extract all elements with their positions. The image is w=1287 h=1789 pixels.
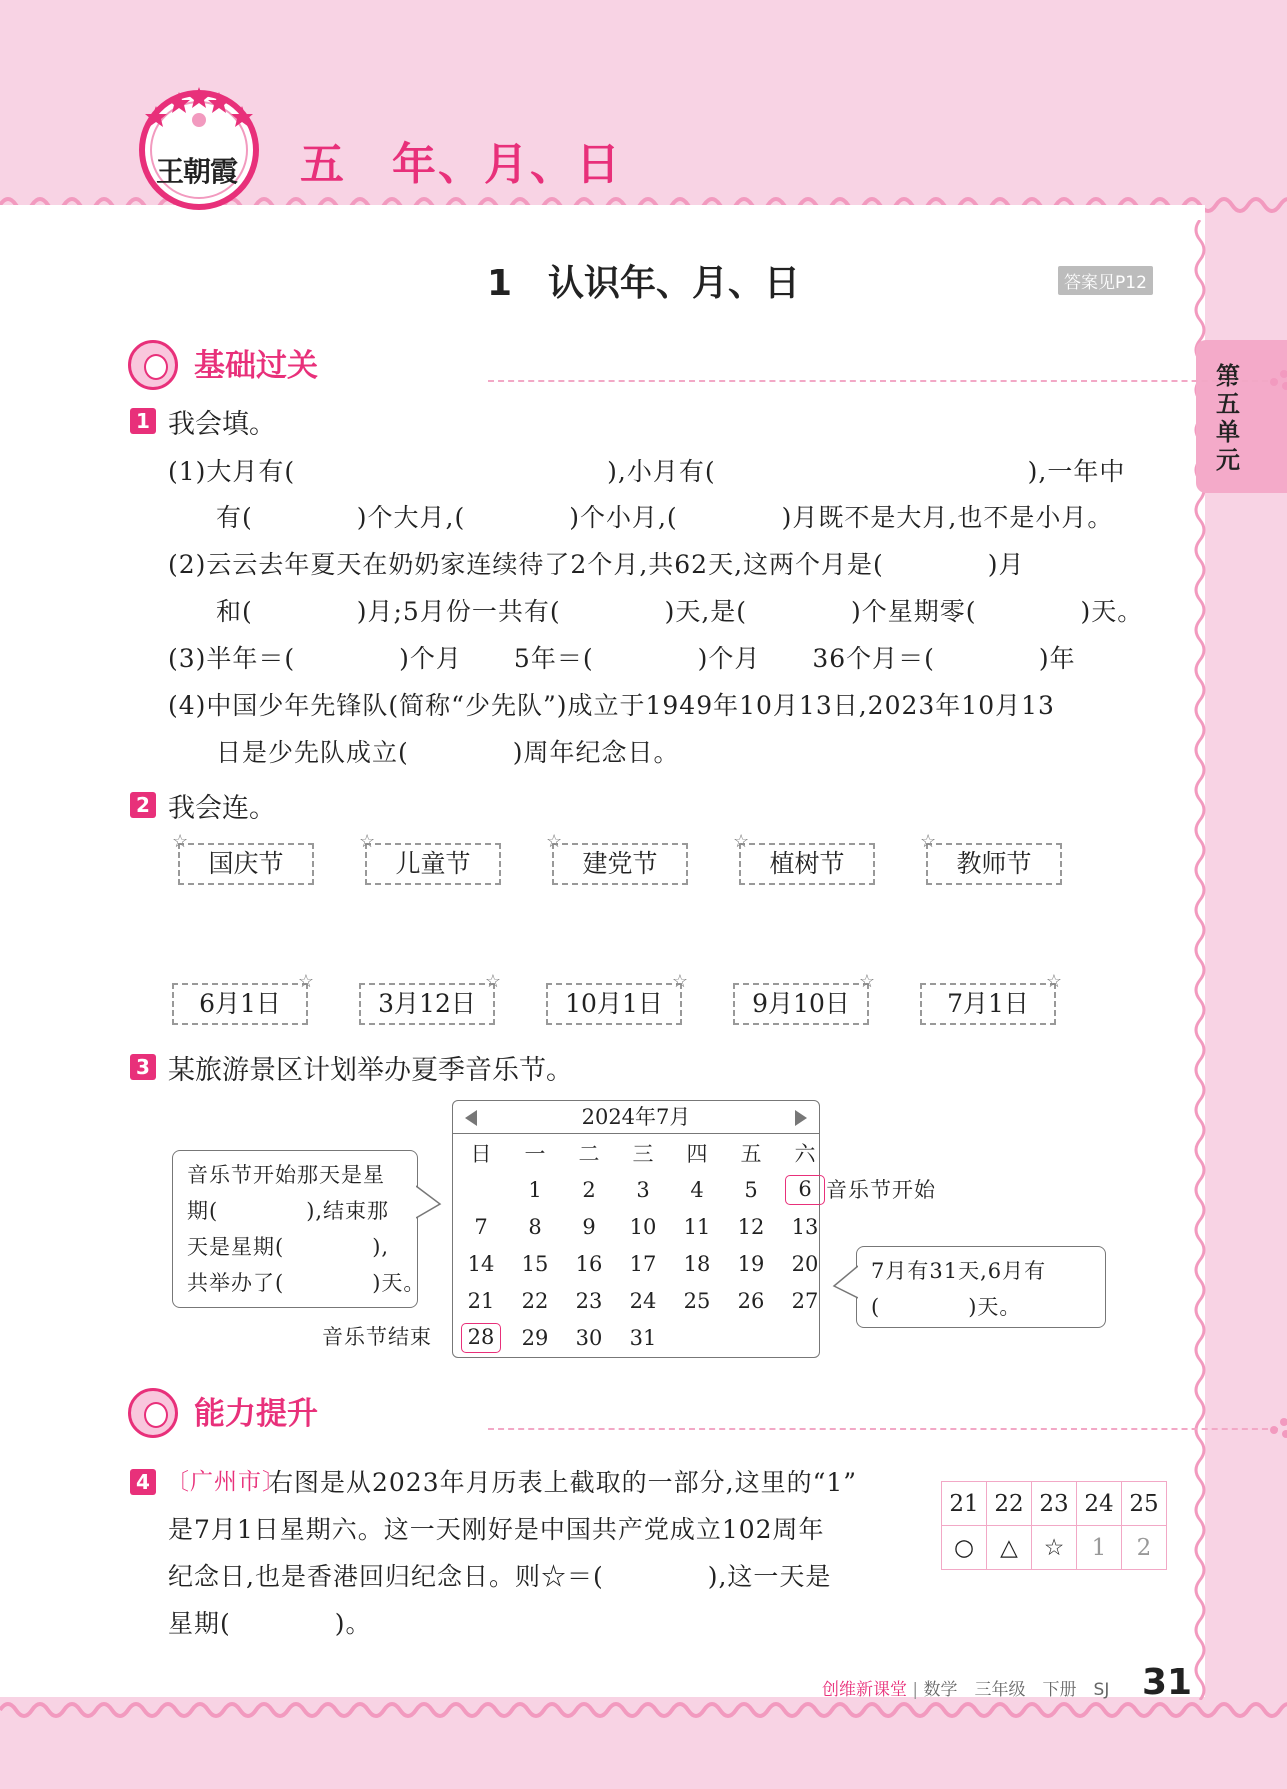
calendar-day: 6 [785, 1175, 825, 1205]
calendar-weekday-header: 一 [524, 1142, 546, 1166]
calendar-day: 11 [683, 1215, 711, 1239]
calendar-day: 29 [521, 1326, 549, 1350]
calendar-day: 15 [521, 1252, 549, 1276]
page-number: 31 [1142, 1662, 1193, 1703]
table-cell: 22 [987, 1482, 1032, 1526]
unit-header: 五 年、月、日 [300, 139, 622, 190]
festival-card[interactable]: ☆ 儿童节 [365, 843, 501, 885]
left-bubble-line: 期( ),结束那 [187, 1199, 390, 1223]
footer-info: 数学 三年级 下册 SJ [923, 1680, 1110, 1700]
festival-label: 教师节 [956, 849, 1032, 878]
festival-card[interactable]: ☆ 教师节 [926, 843, 1062, 885]
q4-line-3: 纪念日,也是香港回归纪念日。则☆＝( ),这一天是 [168, 1562, 832, 1591]
answer-reference-badge: 答案见P12 [1058, 266, 1153, 295]
calendar-day: 12 [737, 1215, 765, 1239]
calendar-day: 24 [629, 1289, 657, 1313]
unit-side-tab-label: 第五单元 [1216, 362, 1240, 474]
calendar-day: 26 [737, 1289, 765, 1313]
section-basic-title: 基础过关 [194, 348, 318, 384]
calendar-july-2024 [452, 1100, 820, 1358]
calendar-day: 7 [474, 1215, 488, 1239]
calendar-weekday-header: 三 [632, 1142, 654, 1166]
question-1-title: 我会填。 [168, 409, 276, 440]
lesson-title: 1 认识年、月、日 [486, 263, 801, 304]
date-label: 6月1日 [199, 989, 281, 1018]
calendar-weekday-header: 六 [794, 1142, 816, 1166]
section-advanced-header [128, 1382, 1168, 1442]
table-cell: 24 [1077, 1482, 1122, 1526]
calendar-day: 2 [582, 1178, 596, 1202]
date-card[interactable]: ☆ 3月12日 [359, 983, 495, 1025]
calendar-day: 14 [467, 1252, 495, 1276]
footer-brand: 创维新课堂 [822, 1680, 907, 1700]
calendar-day: 28 [461, 1323, 501, 1353]
calendar-day: 9 [582, 1215, 596, 1239]
calendar-day: 1 [528, 1178, 542, 1202]
calendar-day: 25 [683, 1289, 711, 1313]
q4-line-1: 右图是从2023年月历表上截取的一部分,这里的“1” [268, 1468, 858, 1497]
table-cell: 1 [1077, 1526, 1122, 1570]
q1-line-5: (3)半年＝( )个月 5年＝( )个月 36个月＝( )年 [168, 644, 1076, 673]
festival-start-label: 音乐节开始 [826, 1178, 936, 1202]
date-card[interactable]: ☆ 6月1日 [172, 983, 308, 1025]
brand-logo-icon [136, 84, 262, 210]
calendar-day: 10 [629, 1215, 657, 1239]
calendar-day: 13 [791, 1215, 819, 1239]
question-2-number: 2 [130, 792, 156, 818]
logo-text: 王朝霞 [156, 155, 238, 188]
festival-end-label: 音乐节结束 [322, 1325, 432, 1349]
mascot-icon [128, 340, 178, 390]
calendar-day: 20 [791, 1252, 819, 1276]
mascot-icon [128, 1388, 178, 1438]
calendar-day: 30 [575, 1326, 603, 1350]
table-cell: △ [987, 1526, 1032, 1570]
table-cell: ☆ [1032, 1526, 1077, 1570]
festival-label: 植树节 [769, 849, 845, 878]
table-cell: 2 [1122, 1526, 1167, 1570]
left-speech-bubble [172, 1150, 426, 1308]
calendar-day: 19 [737, 1252, 765, 1276]
next-month-icon [795, 1110, 807, 1126]
calendar-weekday-header: 五 [740, 1142, 762, 1166]
date-label: 9月10日 [752, 989, 850, 1018]
calendar-day: 5 [744, 1178, 758, 1202]
calendar-day: 8 [528, 1215, 542, 1239]
table-cell: 23 [1032, 1482, 1077, 1526]
q1-line-6: (4)中国少年先锋队(简称“少先队”)成立于1949年10月13日,2023年10月13 [168, 691, 1055, 720]
date-label: 10月1日 [565, 989, 663, 1018]
prev-month-icon [465, 1110, 477, 1126]
q1-line-7: 日是少先队成立( )周年纪念日。 [216, 738, 680, 767]
calendar-weekday-header: 日 [470, 1142, 492, 1166]
table-cell: ○ [942, 1526, 987, 1570]
festival-card[interactable]: ☆ 植树节 [739, 843, 875, 885]
table-cell: 25 [1122, 1482, 1167, 1526]
q1-line-3: (2)云云去年夏天在奶奶家连续待了2个月,共62天,这两个月是( )月 [168, 550, 1025, 579]
section-basic-header [128, 334, 1168, 394]
question-4-source-tag: 〔广州市〕 [166, 1469, 286, 1495]
q1-line-1: (1)大月有( ),小月有( ),一年中 [168, 457, 1126, 486]
right-speech-bubble [856, 1246, 1106, 1328]
q1-line-2: 有( )个大月,( )个小月,( )月既不是大月,也不是小月。 [216, 503, 1114, 532]
date-label: 3月12日 [378, 989, 476, 1018]
calendar-day: 27 [791, 1289, 819, 1313]
date-card[interactable]: ☆ 7月1日 [920, 983, 1056, 1025]
question-3-number: 3 [130, 1054, 156, 1080]
question-3-title: 某旅游景区计划举办夏季音乐节。 [168, 1055, 573, 1086]
calendar-day: 23 [575, 1289, 603, 1313]
calendar-fragment-table [941, 1481, 1167, 1570]
left-bubble-line: 音乐节开始那天是星 [187, 1163, 385, 1187]
right-bubble-line: 7月有31天,6月有 [871, 1259, 1047, 1283]
footer: 创维新课堂 | 数学 三年级 下册 SJ [822, 1680, 1110, 1700]
q4-line-2: 是7月1日星期六。这一天刚好是中国共产党成立102周年 [168, 1515, 825, 1544]
calendar-day: 17 [629, 1252, 657, 1276]
calendar-weekday-header: 二 [578, 1142, 600, 1166]
q1-line-4: 和( )月;5月份一共有( )天,是( )个星期零( )天。 [216, 597, 1144, 626]
left-bubble-pointer [416, 1184, 442, 1220]
calendar-day: 22 [521, 1289, 549, 1313]
section-advanced-title: 能力提升 [194, 1396, 318, 1432]
right-bubble-pointer [832, 1264, 858, 1300]
unit-side-tab [1196, 340, 1287, 493]
left-bubble-line: 共举办了( )天。 [187, 1271, 426, 1295]
date-card[interactable]: ☆ 9月10日 [733, 983, 869, 1025]
calendar-day: 4 [690, 1178, 704, 1202]
calendar-month-title: 2024年7月 [581, 1105, 691, 1129]
festival-card[interactable]: ☆ 国庆节 [178, 843, 314, 885]
question-1-number: 1 [130, 408, 156, 434]
calendar-day: 3 [636, 1178, 650, 1202]
calendar-header [453, 1101, 819, 1134]
date-label: 7月1日 [947, 989, 1029, 1018]
calendar-weekday-header: 四 [686, 1142, 708, 1166]
right-bubble-line: ( )天。 [871, 1295, 1022, 1319]
festival-label: 建党节 [582, 849, 658, 878]
festival-card[interactable]: ☆ 建党节 [552, 843, 688, 885]
calendar-day: 21 [467, 1289, 495, 1313]
calendar-day: 18 [683, 1252, 711, 1276]
table-row [942, 1526, 1167, 1570]
question-4-number: 4 [130, 1469, 156, 1495]
festival-label: 儿童节 [395, 849, 471, 878]
left-bubble-line: 天是星期( ), [187, 1235, 390, 1259]
table-cell: 21 [942, 1482, 987, 1526]
date-card[interactable]: ☆ 10月1日 [546, 983, 682, 1025]
q4-line-4: 星期( )。 [168, 1609, 372, 1638]
question-2-title: 我会连。 [168, 793, 276, 824]
table-row [942, 1482, 1167, 1526]
calendar-day: 16 [575, 1252, 603, 1276]
calendar-day: 31 [629, 1326, 657, 1350]
festival-label: 国庆节 [208, 849, 284, 878]
